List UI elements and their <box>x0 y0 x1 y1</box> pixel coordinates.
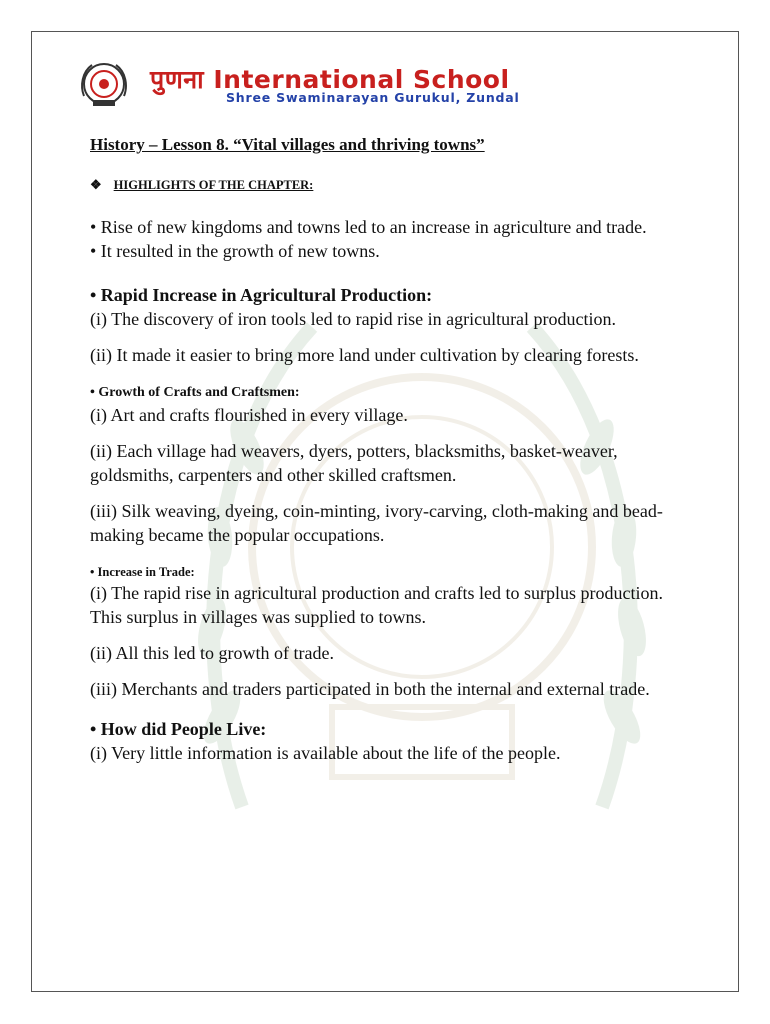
school-emblem-icon <box>78 60 130 110</box>
crafts-point-1: (i) Art and crafts flourished in every village. <box>90 405 408 425</box>
lesson-title: History – Lesson 8. “Vital villages and thriving towns” <box>90 135 485 154</box>
school-name-hindi: पुणना <box>150 65 205 94</box>
section-heading-agriculture: • Rapid Increase in Agricultural Production: <box>90 285 433 305</box>
highlights-label: HIGHLIGHTS OF THE CHAPTER: <box>113 178 314 192</box>
school-name-english: International School <box>213 65 510 94</box>
people-point-1: (i) Very little information is available about the life of the people. <box>90 743 561 763</box>
section-heading-trade: • Increase in Trade: <box>90 565 195 579</box>
highlights-heading <box>90 177 690 193</box>
crafts-point-3: (iii) Silk weaving, dyeing, coin-minting, ivory-carving, cloth-making and bead-making became the popular occupations. <box>90 501 663 545</box>
intro-point-1: • Rise of new kingdoms and towns led to an increase in agriculture and trade. <box>90 217 647 237</box>
school-header <box>78 60 678 110</box>
agriculture-point-1: (i) The discovery of iron tools led to rapid rise in agricultural production. <box>90 309 617 329</box>
trade-point-1: (i) The rapid rise in agricultural production and crafts led to surplus production. This surplus in villages was supplied to towns. <box>90 583 664 627</box>
trade-point-3: (iii) Merchants and traders participated in both the internal and external trade. <box>90 679 650 699</box>
section-heading-crafts: • Growth of Crafts and Craftsmen: <box>90 385 300 400</box>
school-subtitle: Shree Swaminarayan Gurukul, Zundal <box>226 90 520 105</box>
intro-point-2: • It resulted in the growth of new towns. <box>90 241 380 261</box>
crafts-point-2: (ii) Each village had weavers, dyers, potters, blacksmiths, basket-weaver, goldsmiths, carpenters and other skilled craftsmen. <box>90 441 618 485</box>
agriculture-point-2: (ii) It made it easier to bring more land under cultivation by clearing forests. <box>90 345 639 365</box>
lesson-content <box>90 135 690 765</box>
section-heading-people: • How did People Live: <box>90 719 267 739</box>
diamond-bullet-icon: ❖ <box>90 177 102 192</box>
trade-point-2: (ii) All this led to growth of trade. <box>90 643 334 663</box>
